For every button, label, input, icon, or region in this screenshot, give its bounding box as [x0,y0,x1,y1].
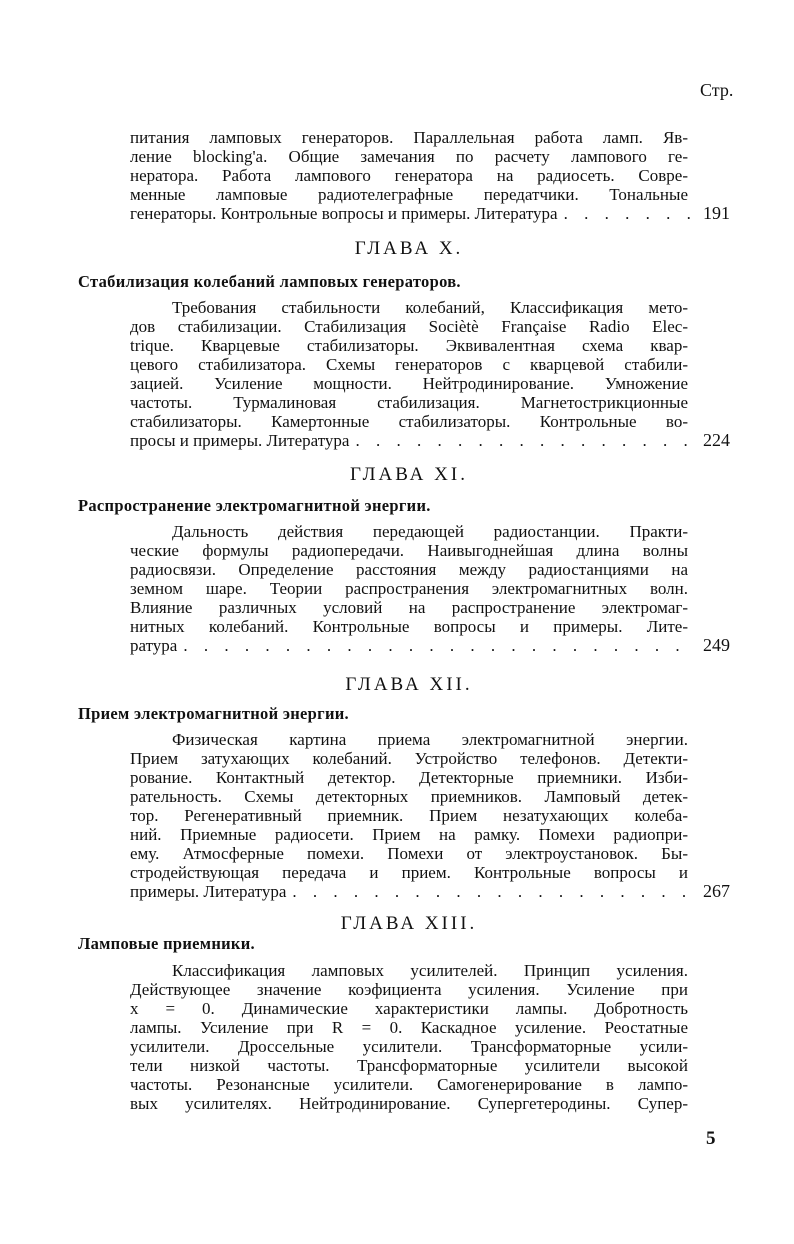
chapter-heading: ГЛАВА XI. [350,464,468,485]
contents-line: стабилизаторы. Камертонные стабилизаторы. Контрольные во- [130,412,688,431]
contents-line: усилители. Дроссельные усилители. Трансформаторные усили- [130,1037,688,1056]
contents-entry-last-line [130,204,730,223]
contents-line: зацией. Усиление мощности. Нейтродинирование. Умножение [130,374,688,393]
contents-line: примеры. Литература [130,882,287,901]
contents-line: Действующее значение коэфициента усиления. Усиление при [130,980,688,999]
chapter-title: Распространение электромагнитной энергии. [78,496,431,515]
contents-line: ему. Атмосферные помехи. Помехи от электроустановок. Бы- [130,844,688,863]
contents-line: лампы. Усиление при R = 0. Каскадное усиление. Реостатные [130,1018,688,1037]
contents-line: Дальность действия передающей радиостанции. Практи- [172,522,688,541]
chapter-contents-paragraph [130,128,730,223]
contents-entry-last-line [130,636,730,655]
contents-line: генераторы. Контрольные вопросы и примеры. Литература [130,204,558,223]
chapter-contents-paragraph [130,298,730,450]
chapter-title: Прием электромагнитной энергии. [78,704,349,723]
chapter-title: Стабилизация колебаний ламповых генераторов. [78,272,461,291]
contents-line: Классификация ламповых усилителей. Принцип усиления. [172,961,688,980]
dot-leader [292,882,697,901]
contents-line: тели низкой частоты. Трансформаторные усилители высокой [130,1056,688,1075]
contents-line: частоты. Турмалиновая стабилизация. Магнетострикционные [130,393,688,412]
contents-line: ний. Приемные радиосети. Прием на рамку. Помехи радиопри- [130,825,688,844]
contents-line: рование. Контактный детектор. Детекторные приемники. Изби- [130,768,688,787]
contents-entry-last-line [130,431,730,450]
contents-line: Влияние различных условий на распространение электромаг- [130,598,688,617]
chapter-contents-paragraph [130,522,730,655]
chapter-heading: ГЛАВА XII. [345,674,473,695]
contents-line: ление blocking'a. Общие замечания по расчету лампового ге- [130,147,688,166]
chapter-heading: ГЛАВА XIII. [340,913,478,934]
contents-line: стродействующая передача и прием. Контрольные вопросы и [130,863,688,882]
contents-line: нератора. Работа лампового генератора на радиосеть. Совре- [130,166,688,185]
contents-line: рательность. Схемы детекторных приемников. Ламповый детек- [130,787,688,806]
contents-line: Требования стабильности колебаний, Классификация мето- [172,298,688,317]
contents-line: Физическая картина приема электромагнитной энергии. [172,730,688,749]
page-number: 5 [706,1128,716,1149]
contents-line: ческие формулы радиопередачи. Наивыгоднейшая длина волны [130,541,688,560]
contents-line: частоты. Резонансные усилители. Самогенерирование в лампо- [130,1075,688,1094]
contents-line: Прием затухающих колебаний. Устройство телефонов. Детекти- [130,749,688,768]
dot-leader [564,204,697,223]
page-column-label: Стр. [700,80,734,100]
contents-line: земном шаре. Теории распространения электромагнитных волн. [130,579,688,598]
contents-line: вых усилителях. Нейтродинирование. Супергетеродины. Супер- [130,1094,688,1113]
chapter-contents-paragraph [130,961,730,1113]
chapter-heading: ГЛАВА X. [354,238,464,259]
contents-entry-last-line [130,882,730,901]
page-reference: 267 [703,881,730,901]
page-reference: 191 [703,203,730,223]
dot-leader [183,636,697,655]
dot-leader [355,431,697,450]
contents-line: дов стабилизации. Стабилизация Sociètè Française Radio Elec- [130,317,688,336]
contents-line: x = 0. Динамические характеристики лампы. Добротность [130,999,688,1018]
contents-line: цевого стабилизатора. Схемы генераторов с кварцевой стабили- [130,355,688,374]
chapter-contents-paragraph [130,730,730,901]
contents-line: менные ламповые радиотелеграфные передатчики. Тональные [130,185,688,204]
contents-line: радиосвязи. Определение расстояния между радиостанциями на [130,560,688,579]
contents-line: ратура [130,636,178,655]
chapter-title: Ламповые приемники. [78,934,255,953]
contents-line: нитных колебаний. Контрольные вопросы и примеры. Лите- [130,617,688,636]
page-reference: 224 [703,430,730,450]
contents-line: trique. Кварцевые стабилизаторы. Эквивалентная схема квар- [130,336,688,355]
page-reference: 249 [703,635,730,655]
contents-line: просы и примеры. Литература [130,431,350,450]
contents-line: тор. Регенеративный приемник. Прием незатухающих колеба- [130,806,688,825]
contents-line: питания ламповых генераторов. Параллельная работа ламп. Яв- [130,128,688,147]
